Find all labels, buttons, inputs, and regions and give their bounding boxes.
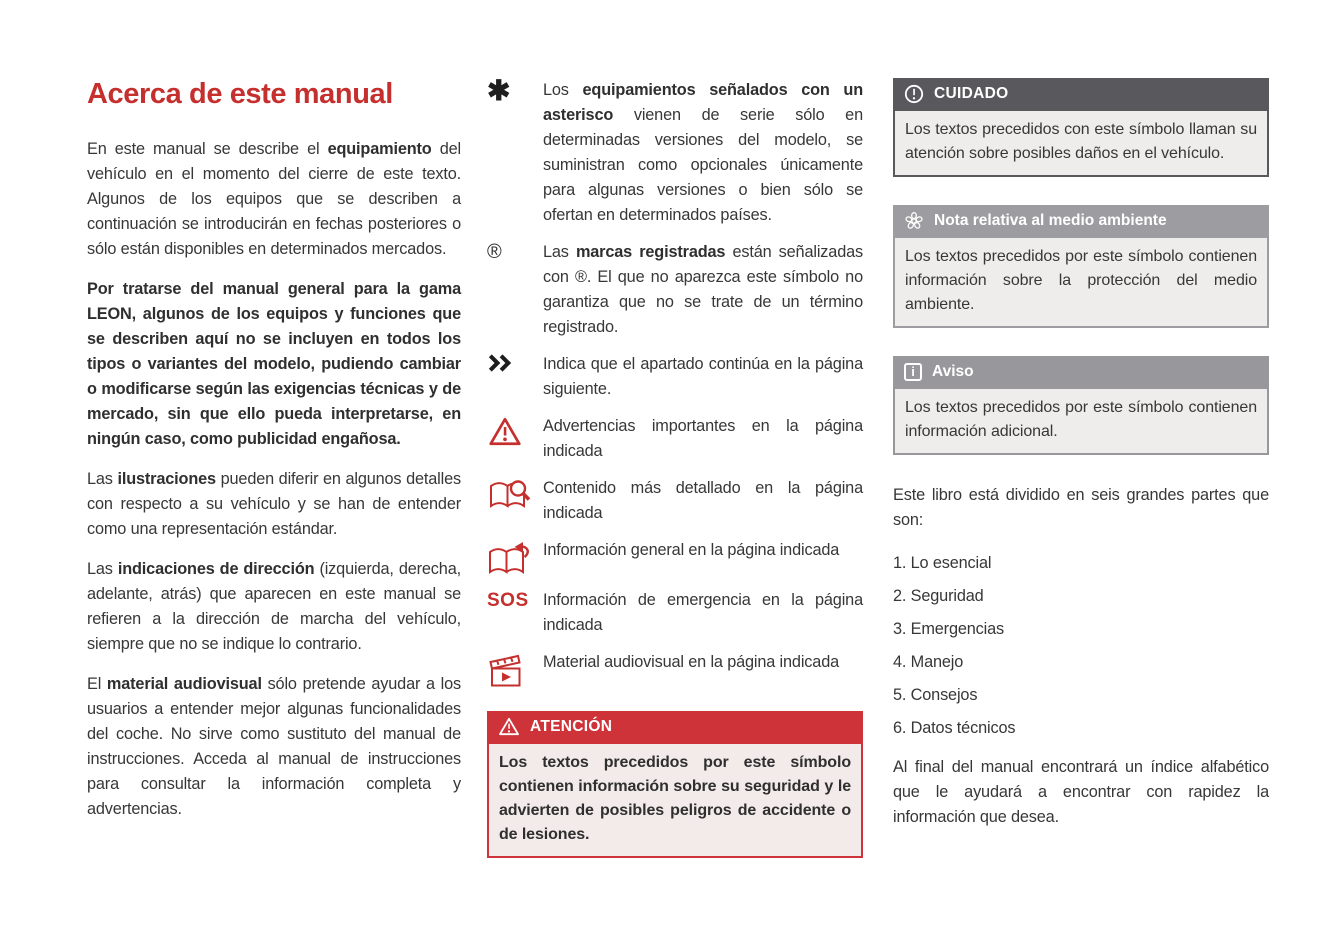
book-parts-list [893,551,1269,741]
caution-box [893,78,1269,177]
continuation-chevrons-icon [487,352,543,402]
notice-box-title: Aviso [932,362,974,380]
legend-text: Advertencias importantes en la página indicada [543,417,863,460]
legend-text: Las marcas registradas están señalizadas con ®. El que no aparezca este símbolo no garantiza que no se trate de un término registrado. [543,243,863,336]
attention-box-header [487,711,863,742]
list-item-part-5: 5. Consejos [893,686,978,704]
paragraph-material-audiovisual: El material audiovisual sólo pretende ayudar a los usuarios a entender mejor algunas funcionalidades del coche. No sirve como sustituto del manual de instrucciones. Acceda al manual de instrucciones para consultar la información completa y advertencias. [87,675,461,818]
notice-box-header [893,356,1269,387]
book-magnifier-icon [487,476,543,526]
list-item-part-4: 4. Manejo [893,653,964,671]
info-square-icon: i [904,363,922,381]
clapperboard-icon [487,650,543,689]
environment-note-body: Los textos precedidos por este símbolo contienen información sobre la protección del medio ambiente. [893,236,1269,328]
intro-paragraph-equipamiento: En este manual se describe el equipamiento del vehículo en el momento del cierre de este texto. Algunos de los equipos que se describen a continuación se introducirán en fechas posteriores o sólo están disponibles en determinados mercados. [87,140,461,258]
environment-note-title: Nota relativa al medio ambiente [934,211,1167,229]
list-item-part-2: 2. Seguridad [893,587,984,605]
legend-text: Información general en la página indicada [543,541,840,559]
list-item-part-3: 3. Emergencias [893,620,1005,638]
legend-text: Indica que el apartado continúa en la página siguiente. [543,355,863,398]
legend-item-registered [487,240,863,340]
notice-box-body: Los textos precedidos por este símbolo contienen información adicional. [893,387,1269,455]
list-item-part-6: 6. Datos técnicos [893,719,1016,737]
legend-item-general-info [487,538,863,576]
alphabetical-index-note: Al final del manual encontrará un índice alfabético que le ayudará a encontrar con rapidez la información que desea. [893,758,1269,826]
environment-note-box [893,205,1269,328]
environment-note-header [893,205,1269,236]
caution-box-title: CUIDADO [934,84,1009,102]
legend-item-warning [487,414,863,464]
exclamation-circle-icon [904,84,924,104]
book-division-intro: Este libro está dividido en seis grandes partes que son: [893,486,1269,529]
legend-item-emergency [487,588,863,638]
symbol-legend-column [487,75,863,858]
asterisk-icon: ✱ [487,75,511,106]
flower-icon [904,211,924,231]
paragraph-gama-leon: Por tratarse del manual general para la gama LEON, algunos de los equipos y funciones que se describen aquí no se incluyen en todos los tipos o variantes del modelo, pudiendo cambiar o modificarse según las exigencias técnicas y de mercado, sin que ello pueda interpretarse, en ningún caso, como publicidad engañosa. [87,280,461,448]
warning-triangle-icon [498,717,520,736]
legend-item-detailed-content [487,476,863,526]
list-item-part-1: 1. Lo esencial [893,554,992,572]
left-column [87,78,461,837]
right-column [893,78,1269,845]
legend-item-continuation [487,352,863,402]
legend-text: Los equipamientos señalados con un asterisco vienen de serie sólo en determinadas versiones del modelo, se suministran como opcionales únicamente para algunas versiones o bien sólo se ofertan en determinados países. [543,81,863,224]
paragraph-ilustraciones: Las ilustraciones pueden diferir en algunos detalles con respecto a su vehículo y se han de entender como una representación estándar. [87,470,461,538]
legend-text: Contenido más detallado en la página indicada [543,479,863,522]
legend-text: Material audiovisual en la página indicada [543,653,840,671]
attention-box [487,711,863,858]
legend-item-audiovisual [487,650,863,689]
sos-icon: SOS [487,590,529,611]
page-title: Acerca de este manual [87,78,393,110]
caution-box-header [893,78,1269,109]
legend-text: Información de emergencia en la página indicada [543,591,863,634]
legend-item-asterisk [487,75,863,228]
paragraph-indicaciones-direccion: Las indicaciones de dirección (izquierda, derecha, adelante, atrás) que aparecen en este manual se refieren a la dirección de marcha del vehículo, siempre que no se indique lo contrario. [87,560,461,653]
registered-trademark-icon: ® [487,241,502,263]
caution-box-body: Los textos precedidos con este símbolo llaman su atención sobre posibles daños en el vehículo. [893,109,1269,177]
book-arrow-icon [487,538,543,576]
attention-box-title: ATENCIÓN [530,717,613,735]
attention-box-body: Los textos precedidos por este símbolo contienen información sobre su seguridad y le advierten de posibles peligros de accidente o de lesiones. [487,742,863,858]
notice-box [893,356,1269,455]
warning-triangle-icon [487,414,543,464]
